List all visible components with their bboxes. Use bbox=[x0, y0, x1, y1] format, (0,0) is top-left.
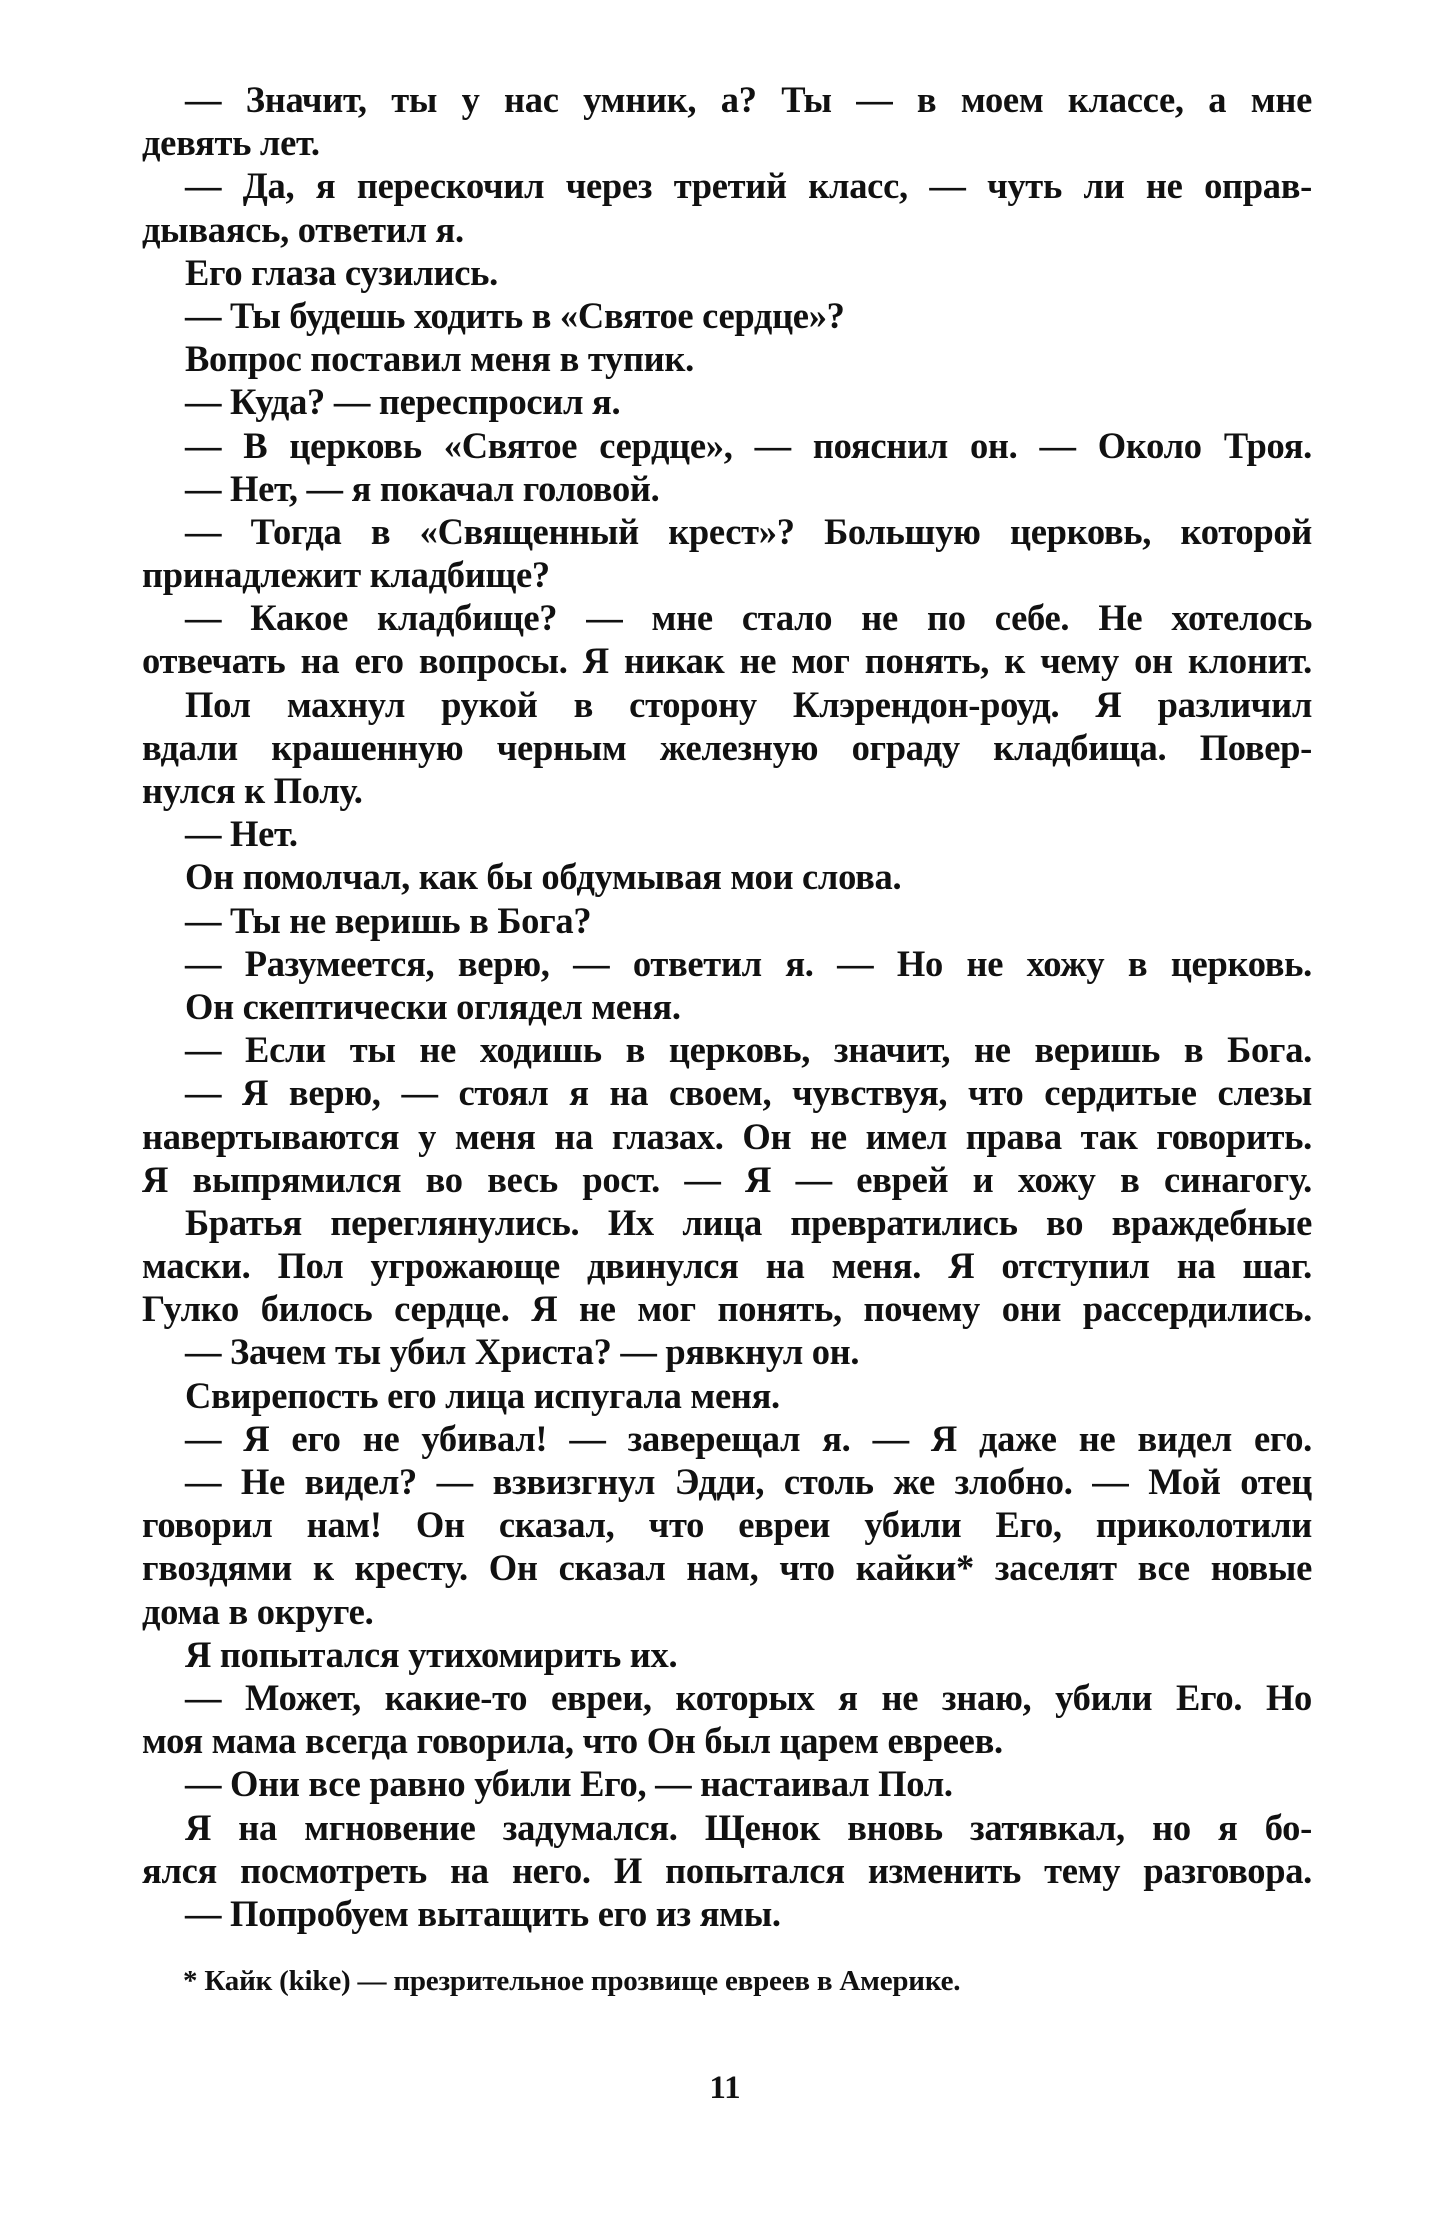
text-line: Я выпрямился во весь рост. — Я — еврей и хожу в синагогу. bbox=[142, 1158, 1312, 1200]
text-line: Он скептически оглядел меня. bbox=[185, 985, 681, 1027]
text-line: Гулко билось сердце. Я не мог понять, почему они рассердились. bbox=[142, 1288, 1312, 1330]
text-line: девять лет. bbox=[142, 122, 320, 164]
text-line: ялся посмотреть на него. И попытался изменить тему разговора. bbox=[142, 1849, 1312, 1891]
text-line: отвечать на его вопросы. Я никак не мог понять, к чему он клонит. bbox=[142, 640, 1312, 682]
text-line: — Ты будешь ходить в «Святое сердце»? bbox=[185, 294, 845, 336]
text-line: — Они все равно убили Его, — настаивал Пол. bbox=[185, 1763, 953, 1805]
text-line: — В церковь «Святое сердце», — пояснил он. — Около Троя. bbox=[185, 424, 1312, 466]
body-text bbox=[142, 78, 1312, 1935]
text-line: — Куда? — переспросил я. bbox=[185, 381, 621, 423]
text-line: — Нет. bbox=[185, 813, 298, 855]
text-line: нулся к Полу. bbox=[142, 770, 363, 811]
text-line: Братья переглянулись. Их лица превратились во враждебные bbox=[185, 1201, 1312, 1243]
text-line: Пол махнул рукой в сторону Клэрендон-роуд. Я различил bbox=[185, 683, 1312, 725]
text-line: — Я его не убивал! — заверещал я. — Я даже не видел его. bbox=[185, 1417, 1312, 1459]
footnote: * Кайк (kike) — презрительное прозвище евреев в Америке. bbox=[183, 1965, 961, 1997]
text-line: — Зачем ты убил Христа? — рявкнул он. bbox=[185, 1331, 860, 1373]
text-line: — Да, я перескочил через третий класс, — чуть ли не оправ- bbox=[185, 165, 1312, 207]
text-line: — Не видел? — взвизгнул Эдди, столь же злобно. — Мой отец bbox=[185, 1461, 1312, 1502]
text-line: — Может, какие-то евреи, которых я не знаю, убили Его. Но bbox=[185, 1676, 1312, 1718]
text-line: Я на мгновение задумался. Щенок вновь затявкал, но я бо- bbox=[185, 1806, 1312, 1848]
text-line: — Ты не веришь в Бога? bbox=[185, 899, 592, 941]
text-line: — Тогда в «Священный крест»? Большую церковь, которой bbox=[185, 510, 1312, 552]
text-line: моя мама всегда говорила, что Он был царем евреев. bbox=[142, 1720, 1003, 1762]
text-line: принадлежит кладбище? bbox=[142, 554, 550, 596]
text-line: — Значит, ты у нас умник, а? Ты — в моем классе, а мне bbox=[185, 79, 1312, 120]
text-line: — Если ты не ходишь в церковь, значит, не веришь в Бога. bbox=[185, 1029, 1312, 1071]
text-line: вдали крашенную черным железную ограду кладбища. Повер- bbox=[142, 726, 1312, 768]
text-line: — Разумеется, верю, — ответил я. — Но не хожу в церковь. bbox=[185, 942, 1312, 984]
text-line: говорил нам! Он сказал, что евреи убили Его, приколотили bbox=[142, 1504, 1312, 1546]
text-line: Его глаза сузились. bbox=[185, 251, 498, 293]
text-line: — Какое кладбище? — мне стало не по себе. Не хотелось bbox=[185, 597, 1312, 639]
text-line: Вопрос поставил меня в тупик. bbox=[185, 338, 694, 380]
text-line: Я попытался утихомирить их. bbox=[185, 1633, 678, 1675]
text-line: — Попробуем вытащить его из ямы. bbox=[185, 1892, 781, 1934]
text-line: Он помолчал, как бы обдумывая мои слова. bbox=[185, 856, 902, 898]
text-line: дома в округе. bbox=[142, 1590, 374, 1632]
text-line: маски. Пол угрожающе двинулся на меня. Я отступил на шаг. bbox=[142, 1245, 1312, 1287]
text-line: дываясь, ответил я. bbox=[142, 208, 464, 250]
text-line: навертываются у меня на глазах. Он не имел права так говорить. bbox=[142, 1115, 1312, 1157]
text-line: гвоздями к кресту. Он сказал нам, что кайки* заселят все новые bbox=[142, 1547, 1312, 1589]
page-number: 11 bbox=[709, 2070, 741, 2106]
text-line: — Я верю, — стоял я на своем, чувствуя, что сердитые слезы bbox=[185, 1072, 1312, 1114]
text-line: Свирепость его лица испугала меня. bbox=[185, 1374, 780, 1416]
text-line: — Нет, — я покачал головой. bbox=[185, 467, 660, 509]
